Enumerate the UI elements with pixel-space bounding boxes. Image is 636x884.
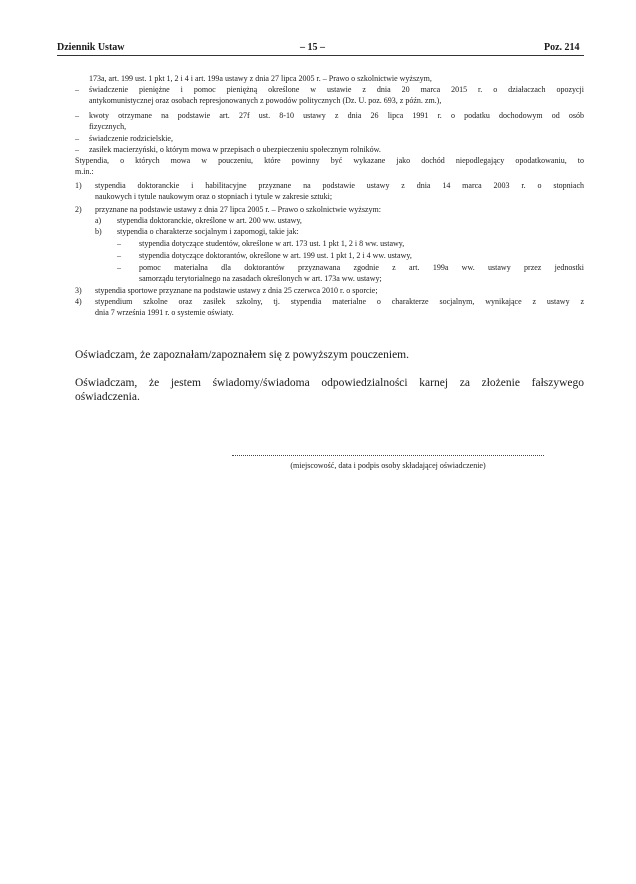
list-bullet: – [117,239,121,248]
list-bullet: – [75,85,79,94]
numbered-line: stypendium szkolne oraz zasiłek szkolny, tj. stypendia materialne o charakterze socjalnym, wynikające z ustawy z [95,297,584,306]
signature-caption: (miejscowość, data i podpis osoby składającej oświadczenie) [290,461,486,470]
list-bullet: – [75,145,79,154]
numbered-line: stypendia doktoranckie i habilitacyjne przyznane na podstawie ustawy z dnia 14 marca 2003 r. o stopniach [95,181,584,190]
intro-line: Stypendia, o których mowa w pouczeniu, które powinny być wykazane jako dochód niepodlegający opodatkowaniu, to [75,156,584,165]
declaration-acknowledgement: Oświadczam, że zapoznałam/zapoznałem się z powyższym pouczeniem. [75,349,409,361]
sub-label: a) [95,216,102,225]
list-item-line: świadczenie pieniężne i pomoc pieniężną określone w ustawie z dnia 20 marca 2015 r. o działaczach opozycji [89,85,584,94]
intro-line: m.in.: [75,167,94,176]
sub-text: stypendia o charakterze socjalnym i zapomogi, takie jak: [117,227,299,236]
list-item-line: antykomunistycznej oraz osobach represjonowanych z powodów politycznych (Dz. U. poz. 693, z późn. zm.), [89,96,442,105]
list-bullet: – [75,111,79,120]
header-rule [57,55,584,56]
list-bullet: – [75,134,79,143]
list-item-line: świadczenie rodzicielskie, [89,134,173,143]
numbered-line: naukowych i tytule naukowym oraz o stopniach i tytule w zakresie sztuki; [95,192,333,201]
list-item-line: pomoc materialna dla doktorantów przyznawana zgodnie z art. 199a ww. ustawy przez jednostki [139,263,584,272]
continuation-line: 173a, art. 199 ust. 1 pkt 1, 2 i 4 i art. 199a ustawy z dnia 27 lipca 2005 r. – Prawo o szkolnictwie wyższym, [89,74,432,83]
list-bullet: – [117,263,121,272]
numbered-line: przyznane na podstawie ustawy z dnia 27 lipca 2005 r. – Prawo o szkolnictwie wyższym: [95,205,381,214]
header-position: Poz. 214 [544,42,580,53]
list-item-line: samorządu terytorialnego na zasadach określonych w art. 173a ww. ustawy; [139,274,382,283]
sub-label: b) [95,227,102,236]
list-item-line: kwoty otrzymane na podstawie art. 27f ust. 8-10 ustawy z dnia 26 lipca 1991 r. o podatku dochodowym od osób [89,111,584,120]
header-journal-name: Dziennik Ustaw [57,42,125,53]
list-item-line: stypendia dotyczące doktorantów, określone w art. 199 ust. 1 pkt 1, 2 i 4 ww. ustawy, [139,251,412,260]
signature-line [232,455,544,456]
header-page-number: – 15 – [300,42,325,53]
declaration-liability-line: oświadczenia. [75,391,140,403]
numbered-label: 2) [75,205,82,214]
numbered-label: 1) [75,181,82,190]
numbered-label: 3) [75,286,82,295]
list-item-line: zasiłek macierzyński, o którym mowa w przepisach o ubezpieczeniu społecznym rolników. [89,145,381,154]
declaration-liability-line: Oświadczam, że jestem świadomy/świadoma odpowiedzialności karnej za złożenie fałszywego [75,377,584,389]
sub-text: stypendia doktoranckie, określone w art. 200 ww. ustawy, [117,216,302,225]
list-bullet: – [117,251,121,260]
numbered-line: dnia 7 września 1991 r. o systemie oświaty. [95,308,234,317]
list-item-line: stypendia dotyczące studentów, określone w art. 173 ust. 1 pkt 1, 2 i 8 ww. ustawy, [139,239,405,248]
numbered-label: 4) [75,297,82,306]
list-item-line: fizycznych, [89,122,127,131]
numbered-line: stypendia sportowe przyznane na podstawie ustawy z dnia 25 czerwca 2010 r. o sporcie; [95,286,378,295]
